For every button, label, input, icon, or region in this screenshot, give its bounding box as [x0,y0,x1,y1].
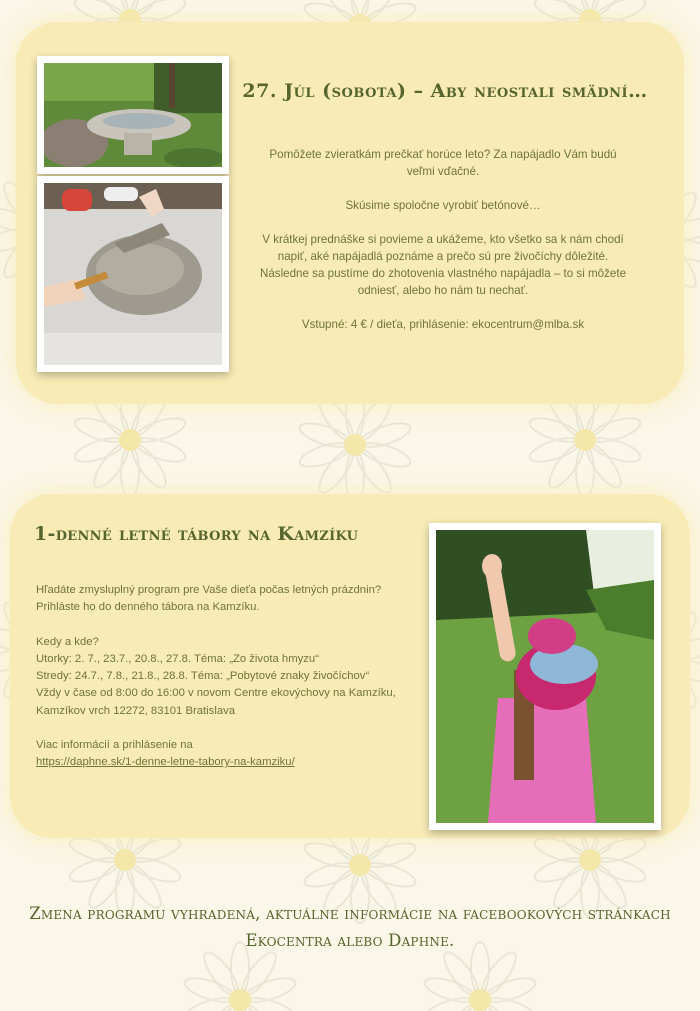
photo-child-in-meadow [429,523,661,830]
event-title: 27. Júl (sobota) – Aby neostali smädní… [242,80,648,102]
footer-line-2: Ekocentra alebo Daphne. [245,931,455,950]
camp-intro-line: Prihláste ho do denného tábora na Kamzíku. [36,601,260,614]
event-description [258,146,628,350]
camp-tuesday-dates: Utorky: 2. 7., 23.7., 20.8., 27.8. Téma: „Zo života hmyzu“ [36,652,319,665]
footer-note [20,900,680,954]
camp-more-info-label: Viac informácií a prihlásenie na [36,739,193,752]
footer-line-1: Zmena programu vyhradená, aktuálne informácie na facebookových stránkach [29,904,671,923]
camp-intro-line: Hľadáte zmysluplný program pre Vaše dieťa počas letných prázdnin? [36,584,382,596]
camp-time-location: Vždy v čase od 8:00 do 16:00 v novom Centre ekovýchovy na Kamzíku, [36,687,396,700]
photo-mixing-concrete [37,176,229,372]
event-admission-paragraph: Vstupné: 4 € / dieťa, prihlásenie: ekocentrum@mlba.sk [301,318,585,331]
photo-stone-water-bowl [37,56,229,174]
camp-intro [36,582,416,617]
event-intro-paragraph: Pomôžete zvieratkám prečkať horúce leto? Za napájadlo Vám budú veľmi vďačné. [269,148,617,178]
camp-title: 1-denné letné tábory na Kamzíku [34,523,359,545]
camp-registration-link[interactable]: https://daphne.sk/1-denne-letne-tabory-na-kamziku/ [36,756,295,769]
camp-when-where-label: Kedy a kde? [36,635,99,648]
camp-details [36,634,416,720]
camp-more-info [36,737,416,772]
camp-description [36,582,416,789]
event-lecture-paragraph: V krátkej prednáške si povieme a ukážeme, kto všetko sa k nám chodí napiť, aké napájadlá poznáme a prečo sú pre živočíchy dôležité. Následne sa pustíme do zhotovenia vlastného napájadla – to si môžete odniesť, alebo ho nám tu nechať. [259,233,627,297]
camp-wednesday-dates: Stredy: 24.7., 7.8., 21.8., 28.8. Téma: „Pobytové znaky živočíchov“ [36,670,370,683]
event-activity-paragraph: Skúsime spoločne vyrobiť betónové… [345,199,541,212]
camp-address: Kamzíkov vrch 12272, 83101 Bratislava [36,704,236,717]
